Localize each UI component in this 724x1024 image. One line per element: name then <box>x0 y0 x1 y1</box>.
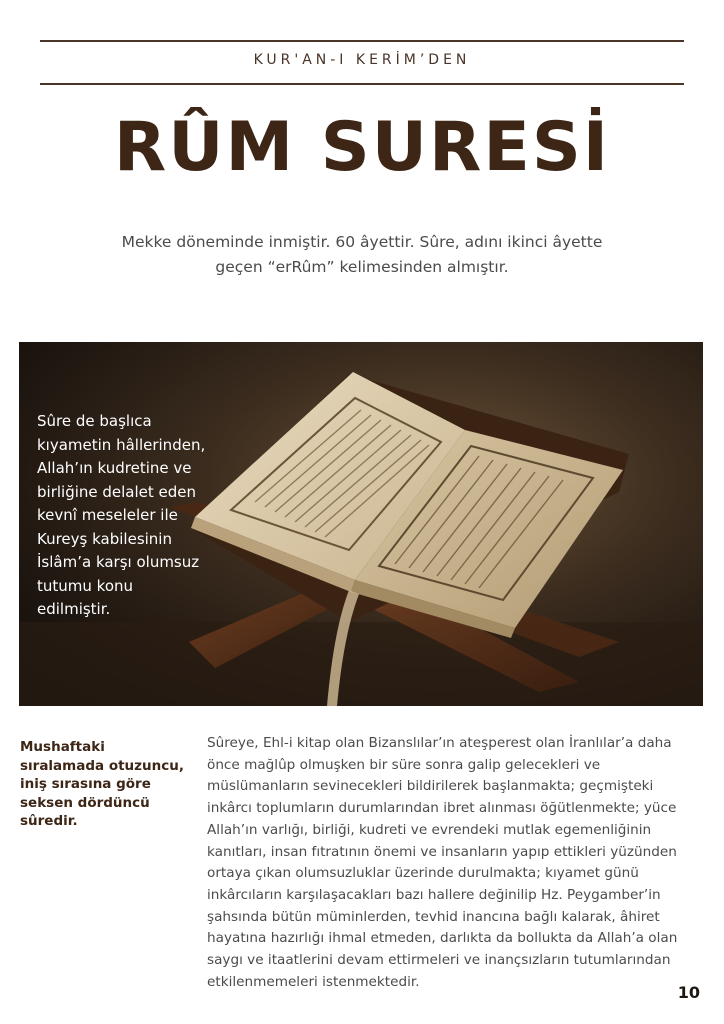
body-paragraph: Sûreye, Ehl-i kitap olan Bizanslılar’ın ateşperest olan İranlılar’a daha önce mağlûp olmuşken bir süre sonra galip gelecekleri ve müslümanların sevinecekleri bildirilerek başlanmakta; geçmişteki inkârcı toplumların durumlarından ibret alınması öğütlenmekte; yüce Allah’ın varlığı, birliği, kudreti ve evrendeki mutlak egemenliğinin kanıtları, insan fıtratının önemi ve insanların yapıp ettikleri yüzünden ortaya çıkan olumsuzluklar üzerinde durulmakta; kıyamet günü inkârcıların karşılaşacakları bazı hallere değinilip Hz. Peygamber’in şahsında bütün müminlerden, tevhid inancına bağlı kalarak, âhiret hayatına hazırlığı ihmal etmeden, darlıkta da bollukta da Allah’a olan saygı ve itaatlerini devam ettirmeleri ve inançsızların tutumlarından etkilenmemeleri istenmektedir. <box>207 735 678 990</box>
hero-overlay-text: Sûre de başlıca kıyametin hâllerinden, Allah’ın kudretine ve birliğine delalet eden kevnî meseleler ile Kureyş kabilesinin İslâm’a karşı olumsuz tutumu konu edilmiştir. <box>37 412 206 618</box>
sidebar-note: Mushaftaki sıralamada otuzuncu, iniş sırasına göre seksen dördüncü sûredir. <box>20 739 184 829</box>
top-rule <box>40 40 684 42</box>
page-title: RÛM SURESİ <box>113 108 611 187</box>
section-kicker: KUR'AN-I KERİM’DEN <box>253 52 471 68</box>
intro-paragraph: Mekke döneminde inmiştir. 60 âyettir. Sûre, adını ikinci âyette geçen “erRûm” kelimesinden almıştır. <box>121 233 603 276</box>
bottom-rule <box>40 83 684 85</box>
page-number: 10 <box>677 983 700 1002</box>
